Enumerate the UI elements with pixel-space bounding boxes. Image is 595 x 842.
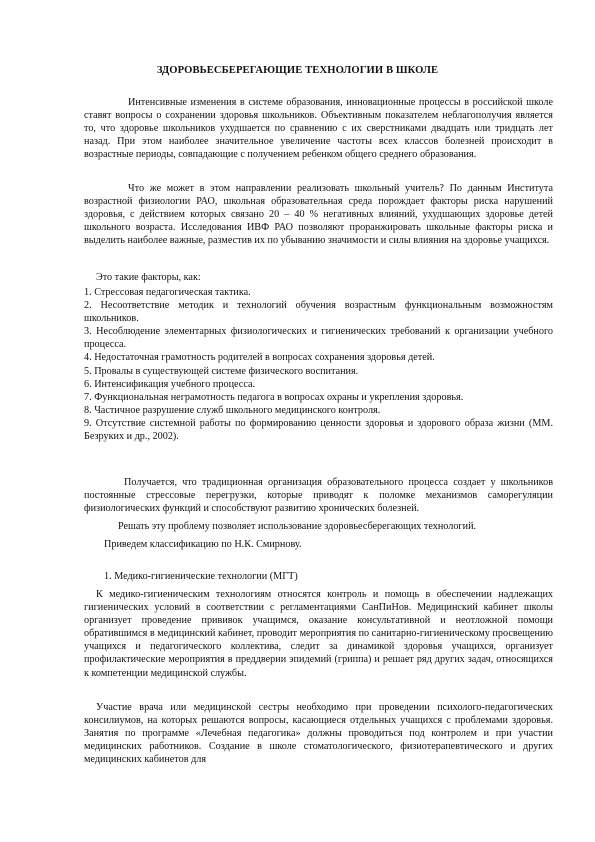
paragraph-doctor-participation: Участие врача или медицинской сестры необходимо при проведении психолого-педагогических консилиумов, на которых решаются вопросы, касающиеся отдельных учащихся с проблемами здоровья. Занятия по программе «Лечебная педагогика» должны проводиться под контролем и при участии медицинских работников. Создание в школе стоматологического, физиотерапевтического и других медицинских кабинетов для [84,702,553,766]
list-item: 8. Частичное разрушение служб школьного медицинского контроля. [84,404,381,416]
section-heading: 1. Медико-гигиенические технологии (МГТ) [104,571,298,582]
paragraph-classification: Приведем классификацию по Н.К. Смирнову. [104,539,302,550]
list-item: 9. Отсутствие системной работы по формированию ценности здоровья и здорового образа жизни (ММ. Безруких и др., 2002). [84,417,553,443]
page-title: ЗДОРОВЬЕСБЕРЕГАЮЩИЕ ТЕХНОЛОГИИ В ШКОЛЕ [156,65,439,76]
list-item: 5. Провалы в существующей системе физического воспитания. [84,365,359,377]
list-item: 1. Стрессовая педагогическая тактика. [84,287,251,298]
list-item: 4. Недостаточная грамотность родителей в вопросах сохранения здоровья детей. [84,352,435,364]
paragraph-intro: Интенсивные изменения в системе образования, инновационные процессы в российской школе ставят вопросы о сохранении здоровья школьников. Объективным показателем неблагополучия является то, что здоровье школьников ухудшается по сравнению с их сверстниками двадцать или тридцать лет назад. При этом наиболее значительное увеличение частоты всех классов болезней происходит в возрастные периоды, совпадающие с получением ребенком общего среднего образования. [84,97,553,161]
paragraph-solution: Решать эту проблему позволяет использование здоровьесберегающих технологий. [118,521,477,532]
list-item: 2. Несоответствие методик и технологий обучения возрастным функциональным возможностям школьников. [84,300,553,325]
paragraph-risk-factors: Что же может в этом направлении реализовать школьный учитель? По данным Института возрастной физиологии РАО, школьная образовательная среда порождает факторы риска нарушений здоровья, с действием которых связано 20 – 40 % негативных влияний, ухудшающих здоровье детей школьного возраста. Исследования ИВФ РАО позволяют проранжировать школьные факторы риска и выделить наиболее важные, разместив их по убыванию значимости и силы влияния на здоровье учащихся. [84,183,553,247]
paragraph-conclusion: Получается, что традиционная организация образовательного процесса создает у школьников постоянные стрессовые перегрузки, которые приводят к поломке механизмов саморегуляции физиологических функций и способствуют развитию хронических болезней. [84,477,553,515]
factors-list [84,286,553,443]
list-item: 3. Несоблюдение элементарных физиологических и гигиенических требований к организации учебного процесса. [84,326,553,351]
factors-intro: Это такие факторы, как: [96,272,201,283]
list-item: 6. Интенсификация учебного процесса. [84,378,256,390]
paragraph-medical-hygienic: К медико-гигиеническим технологиям относятся контроль и помощь в обеспечении надлежащих гигиенических условий в соответствии с регламентациями СанПиНов. Медицинский кабинет школы организует проведение прививок учащимся, оказание консультативной и неотложной помощи обратившимся в медицинский кабинет, проводит мероприятия по санитарно-гигиеническому просвещению учащихся и педагогического коллектива, следит за динамикой здоровья учащихся, организует профилактические мероприятия в преддверии эпидемий (гриппа) и решает ряд других задач, относящихся к компетенции медицинской службы. [84,589,553,679]
list-item: 7. Функциональная неграмотность педагога в вопросах охраны и укрепления здоровья. [84,391,464,403]
